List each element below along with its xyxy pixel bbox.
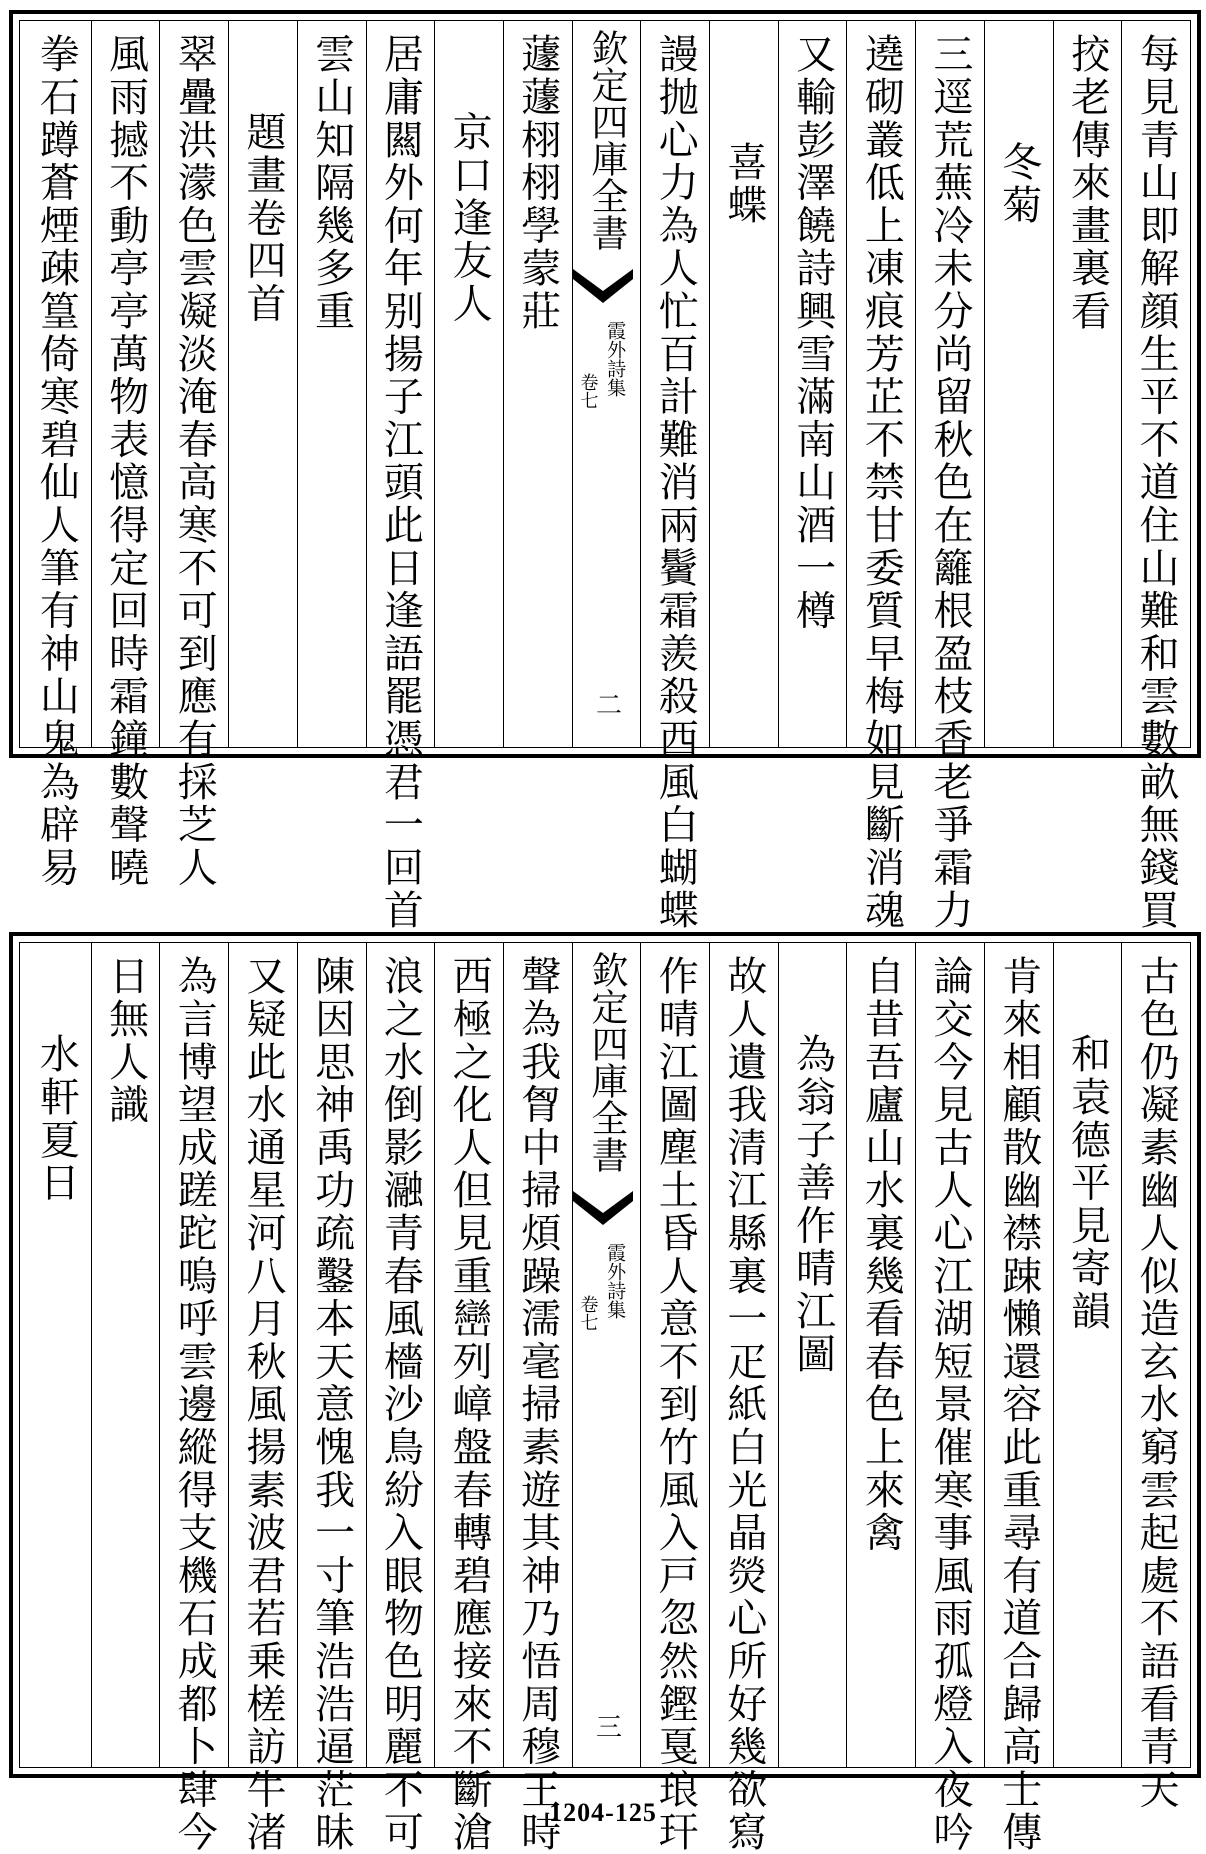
column-text: 浪之水倒影瀜青春風檣沙鳥紛入眼物色明麗不可 [377, 955, 424, 1854]
text-column [434, 943, 503, 1854]
poem-title: 和袁德平見寄韻 [1064, 1033, 1111, 1333]
text-column [228, 943, 297, 1854]
banner-book-title: 欽定四庫全書 [585, 29, 628, 251]
column-text: 陳因思神禹功疏鑿本天意愧我一寸筆浩浩逼茫昧 [308, 955, 355, 1854]
text-column [503, 943, 572, 1854]
column-text: 蘧蘧栩栩學蒙莊 [514, 33, 561, 333]
text-column [297, 21, 366, 747]
column-text: 論交今見古人心江湖短景催寒事風雨孤燈入夜吟 [927, 955, 974, 1854]
poem-title: 冬菊 [995, 141, 1042, 227]
text-column [915, 21, 984, 932]
text-column [297, 943, 366, 1854]
center-banner [572, 21, 641, 747]
poem-title: 為翁子善作晴江圖 [789, 1033, 836, 1376]
poem-title: 喜蝶 [720, 141, 767, 227]
column-text: 居庸闗外何年别揚子江頭此日逢語罷憑君一回首 [377, 33, 424, 932]
banner-collection-name: 霞外詩集 [604, 1243, 627, 1319]
column-text: 肯來相顧散幽襟踈懶還容此重尋有道合歸高士傳 [995, 955, 1042, 1854]
column-text: 風雨撼不動亭亭萬物表憶得定回時霜鐘數聲曉 [102, 33, 149, 889]
text-column [1121, 21, 1190, 932]
column-text: 古色仍凝素幽人似造玄水窮雲起處不語看青天 [1133, 955, 1180, 1811]
text-column [22, 21, 91, 889]
column-text: 謾抛心力為人忙百計難消兩鬢霜羨殺西風白蝴蝶 [652, 33, 699, 932]
text-column [640, 943, 709, 1854]
poem-title-column [778, 943, 847, 1767]
text-column [778, 21, 847, 747]
column-text: 自昔吾廬山水裏幾看春色上來禽 [858, 955, 905, 1555]
column-text: 聲為我胷中掃煩躁濡毫掃素遊其神乃悟周穆王時 [514, 955, 561, 1854]
column-text: 挍老傳來畫裏看 [1064, 33, 1111, 333]
poem-title-column [709, 21, 778, 747]
poem-title: 水軒夏日 [33, 1033, 80, 1205]
text-column [91, 21, 160, 889]
column-text: 遶砌叢低上凍痕芳芷不禁甘委質早梅如見斷消魂 [858, 33, 905, 932]
fish-tail-ornament-icon [573, 1191, 633, 1225]
text-column [709, 943, 778, 1854]
text-column [366, 943, 435, 1854]
center-banner [572, 943, 641, 1767]
text-column [1053, 21, 1122, 747]
page-footer-number: 1204-125 [549, 1798, 657, 1827]
text-column [503, 21, 572, 747]
banner-book-title: 欽定四庫全書 [585, 951, 628, 1173]
column-text: 三逕荒蕪冷未分尚留秋色在籬根盈枝香老爭霜力 [927, 33, 974, 932]
poem-title-column [22, 943, 91, 1767]
column-text: 日無人識 [102, 955, 149, 1127]
column-text: 每見青山即解顔生平不道住山難和雲數畝無錢買 [1133, 33, 1180, 932]
text-column [1121, 943, 1190, 1811]
poem-title-column [228, 21, 297, 747]
fish-tail-ornament-icon [573, 269, 633, 303]
text-column [159, 21, 228, 889]
poem-title-column [984, 21, 1053, 747]
text-column [640, 21, 709, 932]
column-text: 故人遺我清江縣裏一疋紙白光晶熒心所好幾欲寫 [720, 955, 767, 1854]
poem-title-column [434, 21, 503, 747]
page-upper [9, 10, 1201, 932]
text-column [366, 21, 435, 932]
text-column [915, 943, 984, 1854]
text-column [846, 943, 915, 1767]
poem-title-column [1053, 943, 1122, 1767]
column-text: 作晴江圖塵土昏人意不到竹風入戸忽然鏗戛琅玕 [652, 955, 699, 1854]
poem-title: 題畫卷四首 [239, 111, 286, 325]
column-text: 拳石蹲蒼煙疎篁倚寒碧仙人筆有神山鬼為辟易 [33, 33, 80, 889]
banner-page-number: 三 [591, 1713, 622, 1739]
column-text: 又疑此水通星河八月秋風揚素波君若乗槎訪牛渚 [239, 955, 286, 1854]
text-column [91, 943, 160, 1767]
column-text: 翠疊洪濛色雲凝淡淹春高寒不可到應有採芝人 [171, 33, 218, 889]
banner-juan-number: 卷七 [577, 373, 599, 409]
text-column [159, 943, 228, 1854]
column-text: 雲山知隔幾多重 [308, 33, 355, 333]
column-text: 又輸彭澤饒詩興雪滿南山酒一樽 [789, 33, 836, 633]
page-upper-frame [19, 20, 1191, 932]
banner-page-number: 二 [591, 691, 622, 717]
text-column [846, 21, 915, 932]
column-text: 為言博望成蹉跎嗚呼雲邊縱得支機石成都卜肆今 [171, 955, 218, 1854]
text-column [984, 943, 1053, 1854]
column-text: 西極之化人但見重巒列嶂盤春轉碧應接來不斷滄 [446, 955, 493, 1854]
banner-collection-name: 霞外詩集 [604, 321, 627, 397]
banner-juan-number: 卷七 [577, 1295, 599, 1331]
poem-title: 京口逢友人 [446, 111, 493, 325]
